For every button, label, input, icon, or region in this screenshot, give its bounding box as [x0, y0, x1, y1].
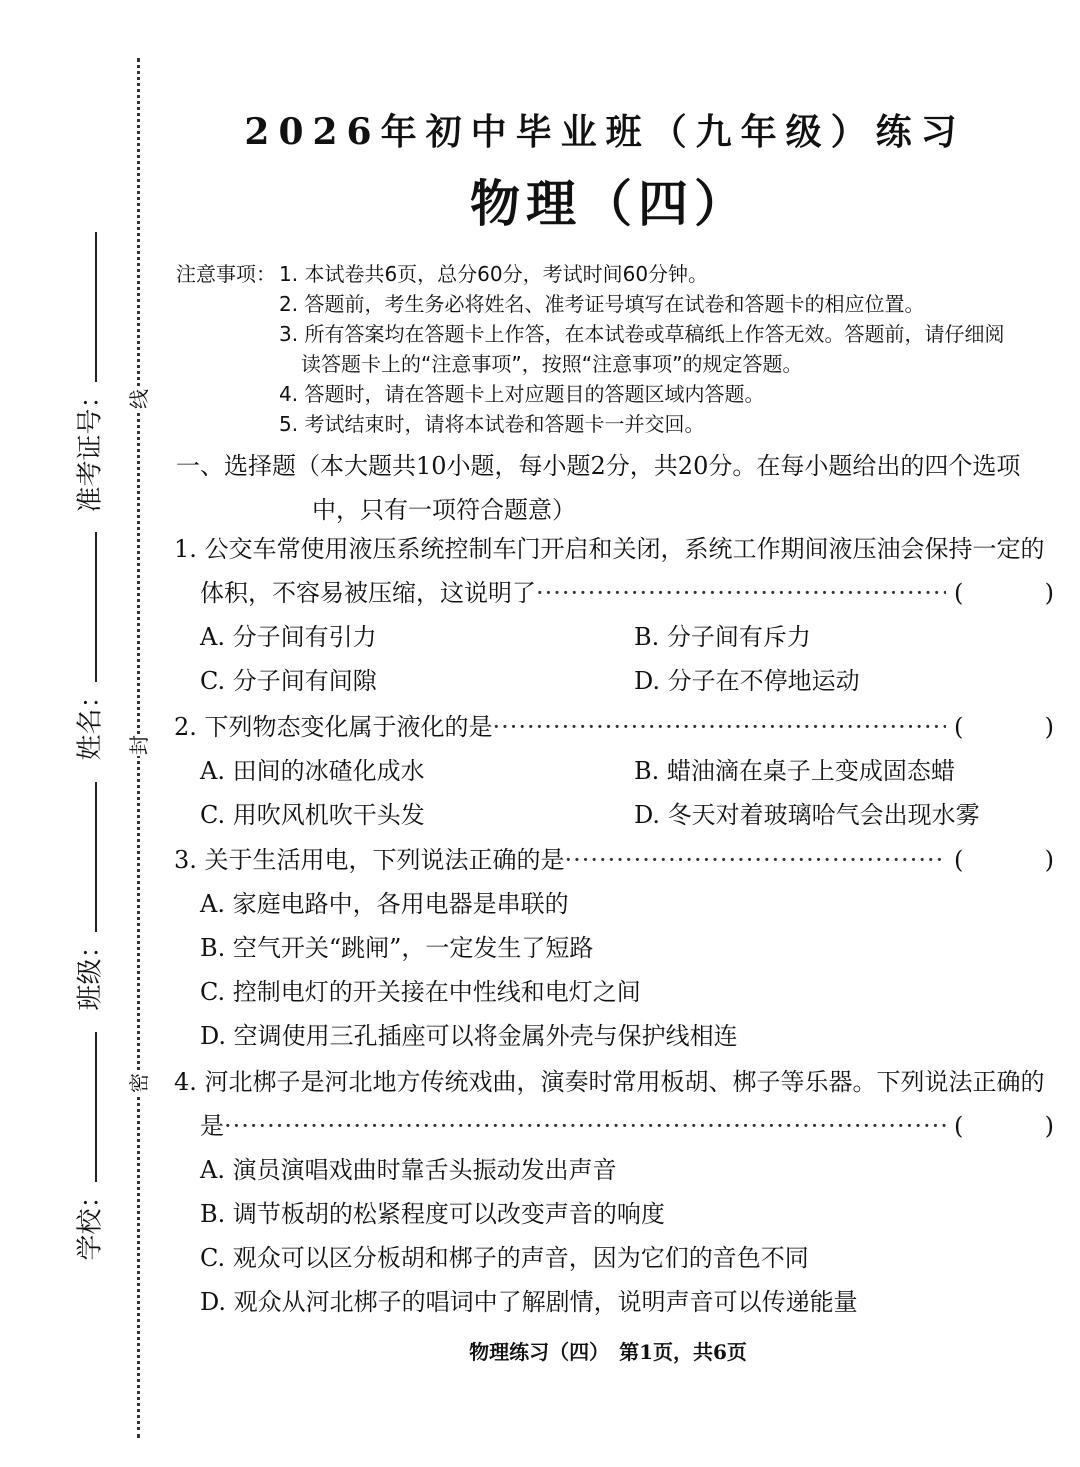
name-label: 姓名：	[75, 682, 106, 761]
seal-char-mi: 密	[127, 1073, 151, 1093]
school-line	[95, 1032, 97, 1182]
question-stem: 1. 公交车常使用液压系统控制车门开启和关闭，系统工作期间液压油会保持一定的	[174, 535, 1045, 563]
option-b: B. 分子间有斥力	[634, 623, 811, 651]
class-line	[95, 782, 97, 932]
option-a: A. 分子间有引力	[200, 623, 377, 651]
note-item: 3. 所有答案均在答题卡上作答，在本试卷或草稿纸上作答无效。答题前，请仔细阅	[279, 322, 1005, 346]
option-c: C. 控制电灯的开关接在中性线和电灯之间	[200, 978, 641, 1006]
answer-leader-dots	[493, 705, 946, 749]
school-label: 学校：	[75, 1182, 106, 1261]
answer-bracket: ( )	[954, 1112, 1054, 1140]
name-line	[95, 532, 97, 682]
answer-leader-dots	[224, 1104, 946, 1148]
question-stem: 是	[200, 1112, 224, 1140]
note-item: 读答题卡上的“注意事项”，按照“注意事项”的规定答题。	[301, 352, 803, 376]
exam-title: 2026年初中毕业班（九年级）练习	[244, 111, 966, 153]
note-item: 5. 考试结束时，请将本试卷和答题卡一并交回。	[279, 412, 705, 436]
answer-bracket: ( )	[954, 713, 1054, 741]
option-c: C. 观众可以区分板胡和梆子的声音，因为它们的音色不同	[200, 1244, 809, 1272]
answer-bracket: ( )	[954, 846, 1054, 874]
class-label: 班级：	[75, 932, 106, 1011]
page-footer: 物理练习（四） 第1页，共6页	[469, 1340, 747, 1364]
note-item: 1. 本试卷共6页，总分60分，考试时间60分钟。	[279, 262, 709, 286]
section-heading	[176, 444, 1056, 532]
question-2	[174, 705, 1054, 837]
option-b: B. 蜡油滴在桌子上变成固态蜡	[634, 757, 955, 785]
answer-bracket: ( )	[954, 579, 1054, 607]
exam-id-label: 准考证号：	[75, 382, 106, 513]
seal-char-xian: 线	[127, 389, 151, 409]
note-item: 2. 答题前，考生务必将姓名、准考证号填写在试卷和答题卡的相应位置。	[279, 292, 925, 316]
question-stem: 3. 关于生活用电，下列说法正确的是	[174, 846, 565, 874]
question-stem: 体积，不容易被压缩，这说明了	[200, 579, 536, 607]
seal-char-feng: 封	[127, 735, 151, 755]
section-heading-line1: 一、选择题（本大题共10小题，每小题2分，共20分。在每小题给出的四个选项	[176, 452, 1021, 480]
question-4	[174, 1060, 1054, 1324]
option-d: D. 分子在不停地运动	[634, 667, 860, 695]
option-d: D. 观众从河北梆子的唱词中了解剧情，说明声音可以传递能量	[200, 1288, 858, 1316]
question-3	[174, 838, 1054, 1058]
answer-leader-dots	[565, 838, 946, 882]
question-1	[174, 527, 1054, 703]
option-d: D. 冬天对着玻璃哈气会出现水雾	[634, 801, 980, 829]
option-c: C. 用吹风机吹干头发	[200, 801, 425, 829]
notes-label: 注意事项：	[176, 262, 276, 286]
option-a: A. 家庭电路中，各用电器是串联的	[200, 890, 569, 918]
question-stem: 4. 河北梆子是河北地方传统戏曲，演奏时常用板胡、梆子等乐器。下列说法正确的	[174, 1068, 1045, 1096]
answer-leader-dots	[536, 571, 946, 615]
option-b: B. 调节板胡的松紧程度可以改变声音的响度	[200, 1200, 665, 1228]
option-a: A. 田间的冰碴化成水	[200, 757, 425, 785]
exam-id-line	[95, 232, 97, 382]
option-a: A. 演员演唱戏曲时靠舌头振动发出声音	[200, 1156, 617, 1184]
question-stem: 2. 下列物态变化属于液化的是	[174, 713, 493, 741]
option-c: C. 分子间有间隙	[200, 667, 377, 695]
option-d: D. 空调使用三孔插座可以将金属外壳与保护线相连	[200, 1022, 738, 1050]
option-b: B. 空气开关“跳闸”，一定发生了短路	[200, 934, 594, 962]
exam-subtitle: 物理（四）	[470, 174, 750, 233]
note-item: 4. 答题时，请在答题卡上对应题目的答题区域内答题。	[279, 382, 765, 406]
notes-block	[176, 259, 1056, 439]
section-heading-line2: 中，只有一项符合题意）	[312, 496, 576, 524]
